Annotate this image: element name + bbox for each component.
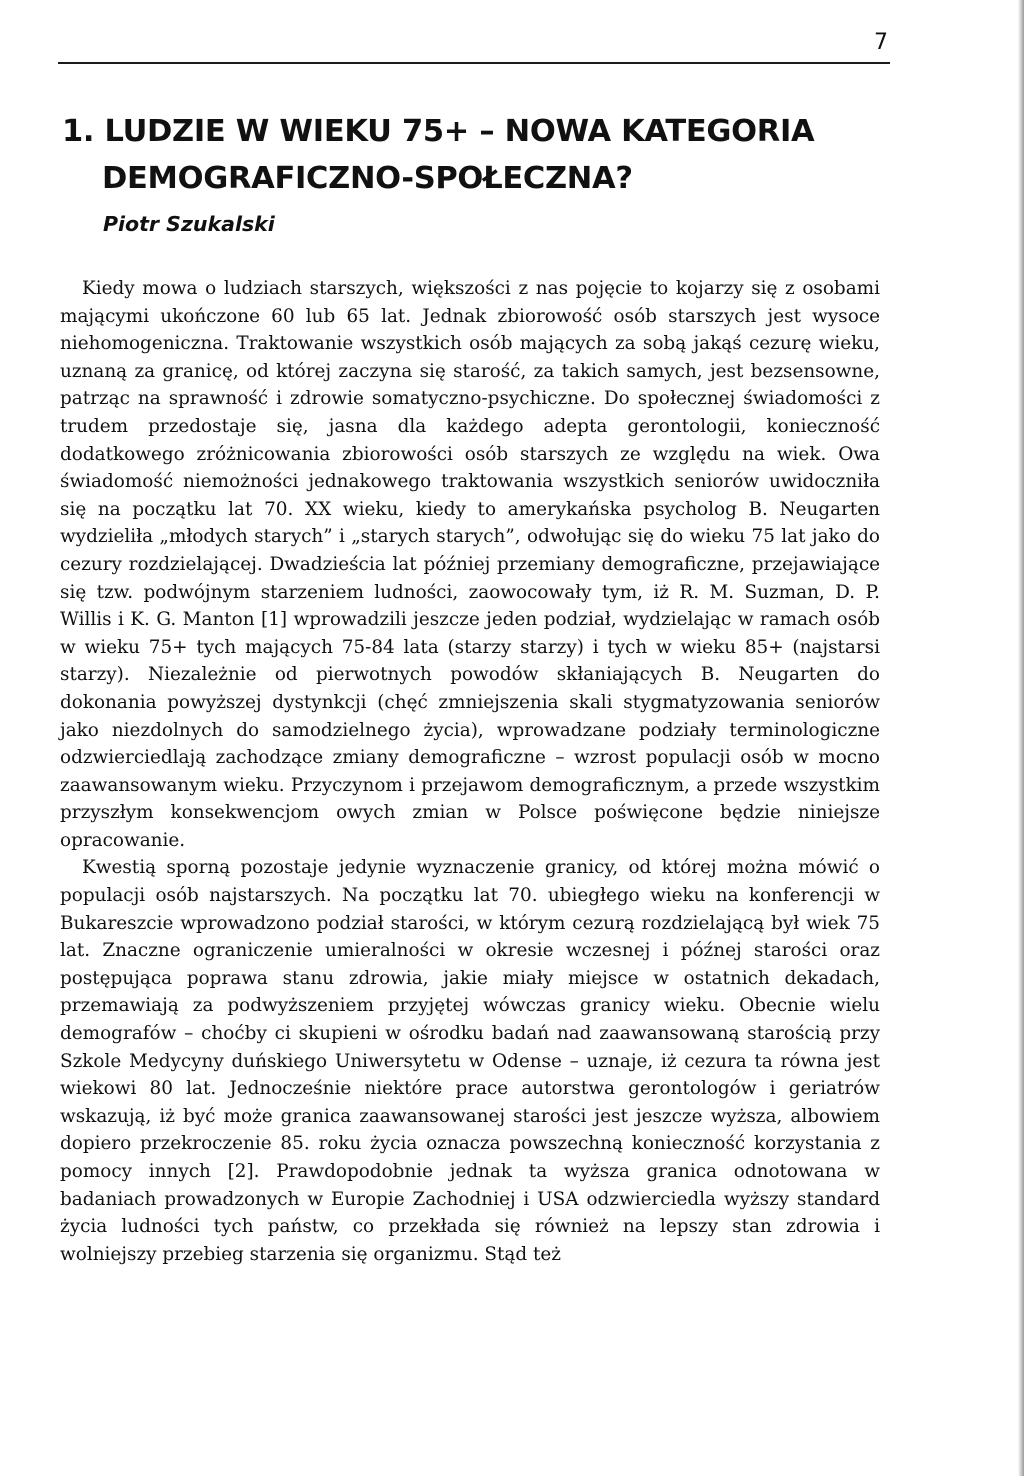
page-number: 7: [874, 30, 888, 55]
paragraph-2: Kwestią sporną pozostaje jedynie wyznaczenie granicy, od której można mówić o populacji osób najstarszych. Na początku lat 70. ubiegłego wieku na konferencji w Bukareszcie wprowadzono podział starości, w którym cezurą rozdzielającą był wiek 75 lat. Znaczne ograniczenie umieralności w okresie wczesnej i późnej starości oraz postępująca poprawa stanu zdrowia, jakie miały miejsce w ostatnich dekadach, przemawiają za podwyższeniem przyjętej wówczas granicy wieku. Obecnie wielu demografów – choćby ci skupieni w ośrodku badań nad zaawansowaną starością przy Szkole Medycyny duńskiego Uniwersytetu w Odense – uznaje, iż cezura ta równa jest wiekowi 80 lat. Jednocześnie niektóre prace autorstwa gerontologów i geriatrów wskazują, iż być może granica zaawansowanej starości jest jeszcze wyższa, albowiem dopiero przekroczenie 85. roku życia oznacza powszechną konieczność korzystania z pomocy innych [2]. Prawdopodobnie jednak ta wyższa granica odnotowana w badaniach prowadzonych w Europie Zachodniej i USA odzwierciedla wyższy standard życia ludności tych państw, co przekłada się również na lepszy stan zdrowia i wolniejszy przebieg starzenia się organizmu. Stąd też: [60, 857, 880, 1265]
page-edge-shadow: [1018, 0, 1024, 1476]
paragraph-1: Kiedy mowa o ludziach starszych, większości z nas pojęcie to kojarzy się z osobami mającymi ukończone 60 lub 65 lat. Jednak zbiorowość osób starszych jest wysoce niehomogeniczna. Traktowanie wszystkich osób mających za sobą jakąś cezurę wieku, uznaną za granicę, od której zaczyna się starość, za takich samych, jest bezsensowne, patrząc na sprawność i zdrowie somatyczno-psychiczne. Do społecznej świadomości z trudem przedostaje się, jasna dla każdego adepta gerontologii, konieczność dodatkowego zróżnicowania zbiorowości osób starszych ze względu na wiek. Owa świadomość niemożności jednakowego traktowania wszystkich seniorów uwidoczniła się na początku lat 70. XX wieku, kiedy to amerykańska psycholog B. Neugarten wydzieliła „młodych starych” i „starych starych”, odwołując się do wieku 75 lat jako do cezury rozdzielającej. Dwadzieścia lat później przemiany demograficzne, przejawiające się tzw. podwójnym starzeniem ludności, zaowocowały tym, iż R. M. Suzman, D. P. Willis i K. G. Manton [1] wprowadzili jeszcze jeden podział, wydzielając w ramach osób w wieku 75+ tych mających 75-84 lata (starzy starzy) i tych w wieku 85+ (najstarsi starzy). Niezależnie od pierwotnych powodów skłaniających B. Neugarten do dokonania powyższej dystynkcji (chęć zmniejszenia skali stygmatyzowania seniorów jako niezdolnych do samodzielnego życia), wprowadzane podziały terminologiczne odzwierciedlają zachodzące zmiany demograficzne – wzrost populacji osób w mocno zaawansowanym wieku. Przyczynom i przejawom demograficznym, a przede wszystkim przyszłym konsekwencjom owych zmian w Polsce poświęcone będzie niniejsze opracowanie.: [60, 278, 880, 851]
chapter-title-line-1: 1. LUDZIE W WIEKU 75+ – NOWA KATEGORIA: [62, 114, 815, 149]
chapter-title-line-2: DEMOGRAFICZNO-SPOŁECZNA?: [102, 161, 633, 196]
body-text: [60, 275, 880, 1268]
chapter-title: [62, 108, 882, 202]
author-name: Piotr Szukalski: [103, 212, 275, 236]
header-rule: [58, 62, 890, 64]
